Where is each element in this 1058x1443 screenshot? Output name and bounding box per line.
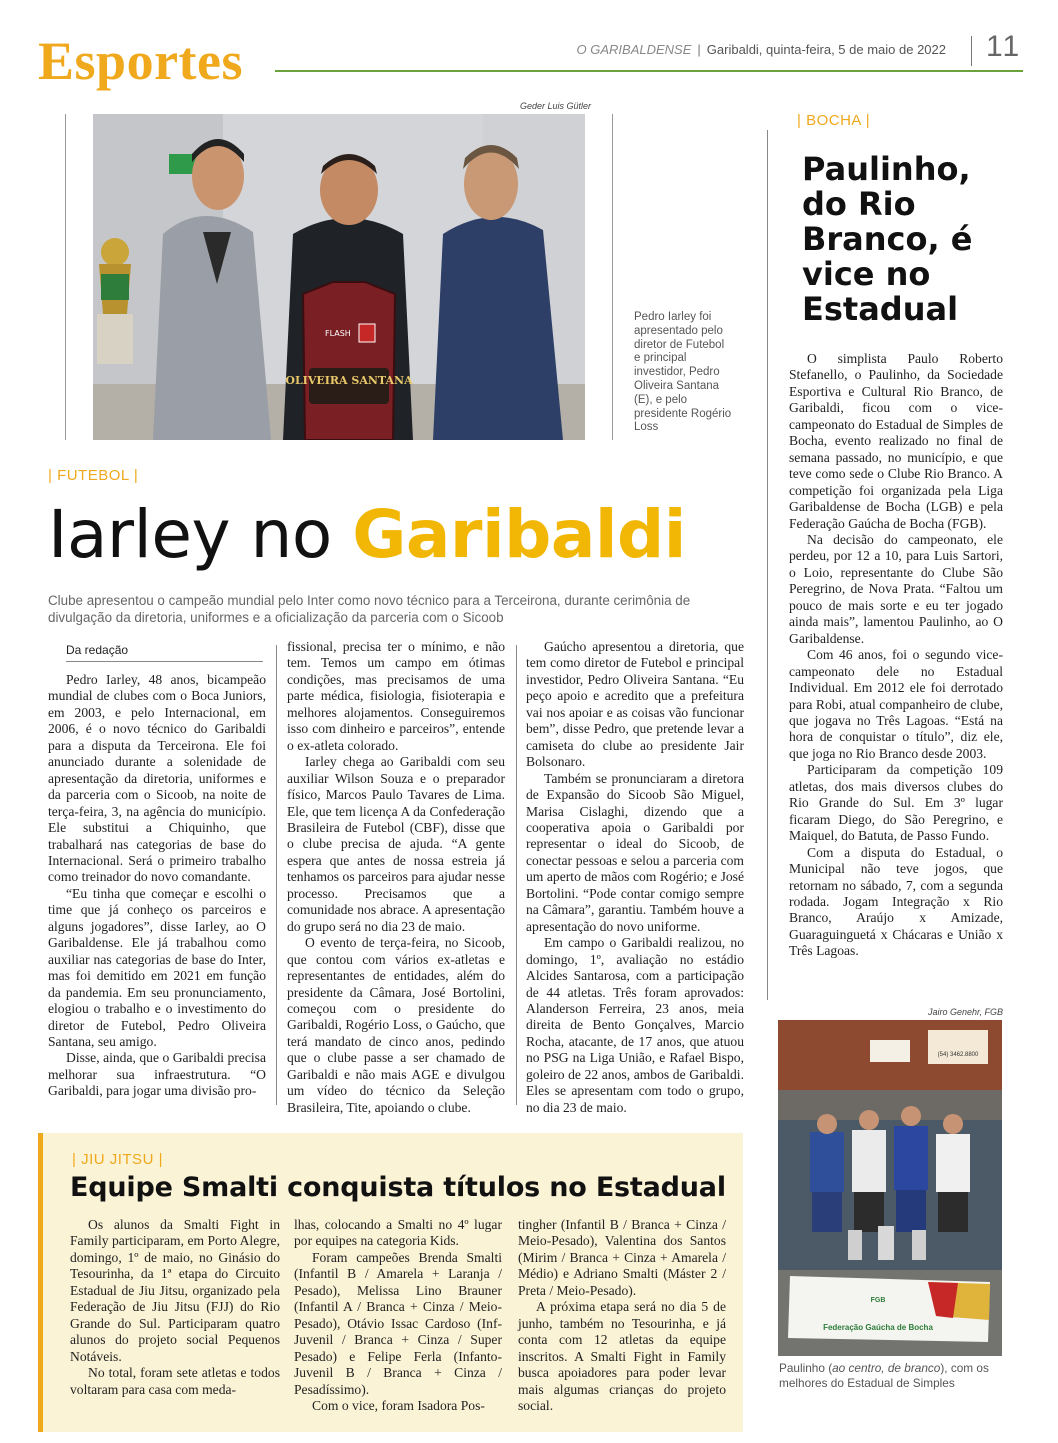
bocha-photo bbox=[778, 1020, 1002, 1356]
bocha-body bbox=[789, 351, 1003, 960]
paragraph: fissional, precisa ter o mínimo, e não tem. Temos um campo em ótimas condições, mas precisamos de uma parte médica, fisiologia, fisioterapia e melhores alojamentos. Conseguiremos isso com dinheiro e parceiros”, entende o ex-atleta colorado. bbox=[287, 639, 505, 753]
kicker-jiu-jitsu: | JIU JITSU | bbox=[72, 1151, 163, 1168]
paragraph: Também se pronunciaram a diretora de Expansão do Sicoob São Miguel, Marisa Cislaghi, dizendo que a cooperativa apoia o Garibaldi por representar o ideal do Sicoob, de conectar pessoas e selou a parceria com um aperto de mãos com Rogério; e José Bortolini. “Pode contar comigo sempre na Câmara”, garantiu. Também houve a apresentação do novo uniforme. bbox=[526, 770, 744, 934]
main-photo bbox=[93, 114, 585, 440]
article-column-2 bbox=[287, 639, 505, 1116]
column-divider bbox=[516, 645, 517, 1105]
header-meta bbox=[577, 42, 946, 57]
jiu-jitsu-column-3 bbox=[518, 1217, 726, 1414]
paragraph: O simplista Paulo Roberto Stefanello, o Paulinho, da Sociedade Esportiva e Cultural Rio Branco, de Garibaldi, ficou com o vice-campeonato do Estadual de Simples de Bocha, evento realizado no final de semana passado, no município, e que teve como sede o Clube Rio Branco. A competição foi organizada pela Liga Garibaldense de Bocha (LGB) e pela Federação Gaúcha de Bocha (FGB). bbox=[789, 351, 1003, 531]
headline-highlight: Garibaldi bbox=[352, 496, 686, 573]
paragraph: Iarley chega ao Garibaldi com seu auxiliar Wilson Souza e o preparador físico, Marcos Paulo Tavares de Lima. Ele, que tem licença A da Confederação Brasileira de Futebol (CBF), disse que o clube precisa de ajuda. “A gente espera que antes de nossa estreia já tenhamos os parceiros para ajudar nesse processo. Precisamos que a comunidade nos abrace. A apresentação do grupo será no dia 23 de maio. bbox=[287, 754, 505, 934]
trophy-icon bbox=[848, 1226, 926, 1260]
paragraph: lhas, colocando a Smalti no 4º lugar por equipes na categoria Kids. bbox=[294, 1217, 502, 1249]
byline-rule bbox=[66, 661, 263, 662]
paragraph: A próxima etapa será no dia 5 de junho, também no Tesourinha, e já conta com 12 atletas da equipe inscritos. A Smalti Fight in Family busca apoiadores para poder levar mais algumas crianças do projeto social. bbox=[518, 1299, 726, 1413]
caption-italic: ao centro, de branco bbox=[832, 1361, 941, 1375]
paper-name: O GARIBALDENSE bbox=[576, 42, 692, 57]
kicker-bocha: | BOCHA | bbox=[797, 112, 871, 129]
banner-logo: FGB bbox=[870, 1297, 886, 1304]
jiu-jitsu-column-2 bbox=[294, 1217, 502, 1414]
main-photo-illustration bbox=[93, 114, 585, 440]
column-divider bbox=[276, 645, 277, 1105]
paragraph: Os alunos da Smalti Fight in Family participaram, em Porto Alegre, domingo, 1º de maio, no Ginásio do Tesourinha, da 1ª etapa do Circuito Estadual de Jiu Jitsu, organizado pela Federação de Jiu Jitsu (FJJ) do Rio Grande do Sul. Participaram quatro alunos do projeto social Pequenos Notáveis. bbox=[70, 1217, 280, 1364]
paragraph: Com 46 anos, foi o segundo vice-campeonato dele no Estadual Individual. Em 2012 ele foi derrotado para Robi, atual companheiro de clube, que jogava no Três Lagoas. “Está na hora de conquistar o título”, diz ele, que joga no Rio Branco desde 2003. bbox=[789, 647, 1003, 761]
section-title: Esportes bbox=[38, 31, 243, 91]
jiu-jitsu-column-1 bbox=[70, 1217, 280, 1398]
bocha-photo-illustration bbox=[778, 1020, 1002, 1356]
paragraph: Em campo o Garibaldi realizou, no domingo, 1º, avaliação no estádio Alcides Santarosa, com a participação de 44 atletas. Três foram aprovados: Alanderson Ferreira, 23 anos, meia direita de Bento Gonçalves, Marcio Rocha, atacante, de 17 anos, que atuou no PSG na Liga União, e Rafael Bispo, goleiro de 22 anos, ambos de Garibaldi. Eles se apresentam com todo o grupo, no dia 23 de maio. bbox=[526, 935, 744, 1115]
headline-part1: Iarley no bbox=[48, 496, 353, 573]
article-column-1 bbox=[48, 672, 266, 1100]
sign-phone: (54) 3462.8800 bbox=[937, 1052, 979, 1058]
banner-text: Federação Gaúcha de Bocha bbox=[823, 1323, 933, 1332]
paragraph: Com a disputa do Estadual, o Municipal não teve jogos, que retornam no sábado, 7, com a segunda rodada. Jogam Integração x Rio Branco, Araújo x Amizade, Guaraguinguetá x Chácaras e União x Três Lagoas. bbox=[789, 844, 1003, 959]
paragraph: Com o vice, foram Isadora Pos- bbox=[312, 1397, 485, 1413]
bocha-headline: Paulinho, do Rio Branco, é vice no Estadual bbox=[802, 150, 973, 328]
caption-text: ), com os melhores do Estadual de Simples bbox=[779, 1361, 989, 1390]
paragraph: Disse, ainda, que o Garibaldi precisa melhorar sua infraestrutura. “O Garibaldi, para jogar uma divisão pro- bbox=[48, 1050, 266, 1099]
main-photo-caption: Pedro Iarley foi apresentado pelo diretor de Futebol e principal investidor, Pedro Oliveira Santana (E), e pelo presidente Rogério Loss bbox=[634, 311, 732, 434]
header-separator: | bbox=[697, 42, 701, 57]
kicker-futebol: | FUTEBOL | bbox=[48, 467, 139, 484]
federation-banner bbox=[788, 1276, 990, 1342]
paragraph: Pedro Iarley, 48 anos, bicampeão mundial de clubes com o Boca Juniors, em 2003, e pelo Internacional, em 2006, é o novo técnico do Garibaldi para a disputa da Terceirona. Ele foi anunciado durante a solenidade de apresentação da diretoria, uniformes e da parceria com o Sicoob, na noite de terça-feira, 3, na agência do município. Ele substitui a Chiquinho, que trabalhará nas categorias de base do Internacional. Será o primeiro trabalho como treinador do novo comandante. bbox=[48, 672, 266, 885]
article-lead: Clube apresentou o campeão mundial pelo Inter como novo técnico para a Terceirona, durante cerimônia de divulgação da diretoria, uniformes e a oficialização da parceria com o Sicoob bbox=[48, 593, 691, 625]
paragraph: tingher (Infantil B / Branca + Cinza / Meio-Pesado), Valentina dos Santos (Mirim / Branca + Cinza + Amarela / Médio) e Adriano Smalti (Máster 2 / Preta / Meio-Pesado). bbox=[518, 1217, 726, 1298]
sidebar-divider bbox=[767, 130, 768, 1000]
paragraph: Gaúcho apresentou a diretoria, que tem como diretor de Futebol e principal investidor, Pedro Oliveira Santana. “Eu peço apoio e acredito que a prefeitura vai nos apoiar e as coisas vão funcionar bem”, disse Pedro, que pretende levar a camiseta do clube ao presidente Jair Bolsonaro. bbox=[526, 639, 744, 770]
dateline: Garibaldi, quinta-feira, 5 de maio de 2022 bbox=[706, 42, 946, 57]
jiu-jitsu-accent-bar bbox=[38, 1133, 43, 1432]
paragraph: “Eu tinha que começar e escolhi o time que já conheço os parceiros e alguns jogadores”, disse Iarley, ao O Garibaldense. Ele já trabalhou como auxiliar nas categorias de base do Inter, mas foi demitido em 2021 em função da pandemia. Em seu pronunciamento, elogiou o trabalho e o investimento do diretor de Futebol, Pedro Oliveira Santana, seu amigo. bbox=[48, 885, 266, 1049]
article-column-3 bbox=[526, 639, 744, 1116]
bocha-photo-credit: Jairo Genehr, FGB bbox=[927, 1007, 1003, 1017]
paragraph: O evento de terça-feira, no Sicoob, que contou com vários ex-atletas e representantes de entidades, além do presidente da Câmara, José Bortolini, começou com o presidente do Garibaldi, Rogério Loss, o Gaúcho, que terá mandato de cinco anos, pedindo que o clube passe a ser chamado de Garibaldi e não mais AGE e divulgou um vídeo do técnico da Seleção Brasileira, Tite, apoiando o clube. bbox=[287, 935, 505, 1115]
paragraph: Participaram da competição 109 atletas, dos mais diversos clubes do Rio Grande do Sul. Em 3º lugar ficaram Diego, do São Peregrino, e Maiquel, do Batuta, de Passo Fundo. bbox=[789, 762, 1003, 844]
byline: Da redação bbox=[66, 643, 129, 657]
jersey bbox=[285, 282, 413, 440]
caption-text: Paulinho ( bbox=[779, 1361, 833, 1375]
jersey-brand: FLASH bbox=[325, 329, 351, 338]
main-headline bbox=[48, 495, 686, 575]
paragraph: Na decisão do campeonato, ele perdeu, por 12 a 10, para Luis Sartori, o Loio, representante do Clube São Peregrino, de Nova Prata. “Faltou um pouco de mais sorte e eu ter jogado ainda mais”, lamentou Paulinho, ao O Garibaldense. bbox=[789, 531, 1003, 646]
photo-divider-left bbox=[65, 114, 66, 440]
bocha-photo-caption bbox=[779, 1361, 1009, 1391]
paragraph: No total, foram sete atletas e todos voltaram para casa com meda- bbox=[70, 1365, 280, 1397]
club-crest-icon bbox=[359, 324, 375, 342]
photo-divider-right bbox=[612, 114, 613, 440]
jersey-sponsor-line1: OLIVEIRA SANTANA bbox=[285, 374, 413, 387]
header-rule bbox=[275, 70, 1023, 72]
trophy-icon bbox=[97, 238, 133, 364]
page-number-divider bbox=[971, 36, 972, 66]
photo-credit: Geder Luis Gütler bbox=[520, 101, 592, 111]
jiu-jitsu-headline: Equipe Smalti conquista títulos no Estadual bbox=[70, 1172, 726, 1203]
page-number: 11 bbox=[986, 30, 1022, 63]
paragraph: Foram campeões Brenda Smalti (Infantil B / Amarela + Laranja / Pesado), Melissa Lino Brauner (Infantil A / Branca + Cinza / Meio-Pesado), Otávio Issac Cardoso (Inf-Juvenil / Branca + Cinza / Super Pesado) e Felipe Ferla (Infanto-Juvenil B / Branca + Cinza / Pesadíssimo). bbox=[294, 1249, 502, 1397]
